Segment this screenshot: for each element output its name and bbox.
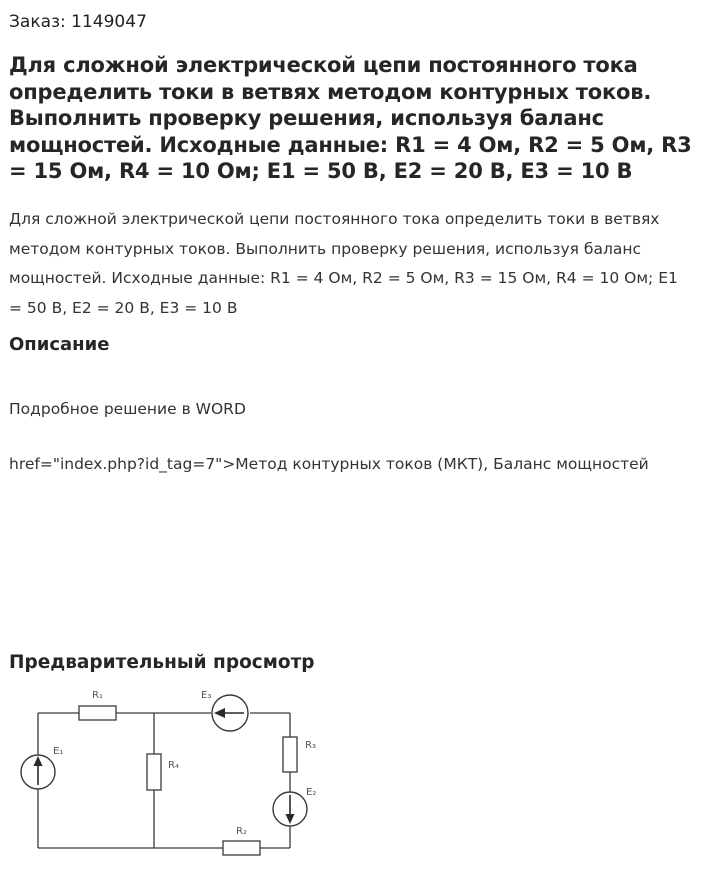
- preview-heading: Предварительный просмотр: [9, 652, 315, 673]
- order-number: Заказ: 1149047: [9, 12, 147, 32]
- resistor-r2: [223, 841, 260, 855]
- label-e2: E₂: [306, 787, 317, 798]
- page-title: Для сложной электрической цепи постоянного тока определить токи в ветвях методом контурных токов. Выполнить проверку решения, используя баланс мощностей. Исходные данные: R1 = 4 Ом, R2 = 5 Ом, R3 = 15 Ом, R4 = 10 Ом; E1 = 50 В, E2 = 20 В, E3 = 10 В: [9, 53, 692, 183]
- source-e3-icon: [212, 695, 248, 731]
- source-e1-icon: [21, 755, 55, 789]
- label-r3: R₃: [305, 740, 316, 751]
- resistor-r1: [79, 706, 116, 720]
- resistor-r4: [147, 754, 161, 790]
- label-r2: R₂: [236, 826, 247, 837]
- description-heading: Описание: [9, 334, 110, 355]
- source-e2-icon: [273, 792, 307, 826]
- circuit-wires: [38, 713, 290, 848]
- circuit-preview: [9, 682, 339, 864]
- label-r1: R₁: [92, 690, 103, 701]
- circuit-diagram: [9, 682, 339, 864]
- solution-format-text: Подробное решение в WORD: [9, 400, 246, 418]
- label-e1: E₁: [53, 746, 64, 757]
- label-e3: E₃: [201, 690, 212, 701]
- tags-text: href="index.php?id_tag=7">Метод контурных токов (МКТ), Баланс мощностей: [9, 455, 649, 473]
- task-description: Для сложной электрической цепи постоянного тока определить токи в ветвях методом контурных токов. Выполнить проверку решения, используя баланс мощностей. Исходные данные: R1 = 4 Ом, R2 = 5 Ом, R3 = 15 Ом, R4 = 10 Ом; E1 = 50 В, E2 = 20 В, E3 = 10 В: [9, 210, 678, 317]
- resistor-r3: [283, 737, 297, 772]
- label-r4: R₄: [168, 760, 179, 771]
